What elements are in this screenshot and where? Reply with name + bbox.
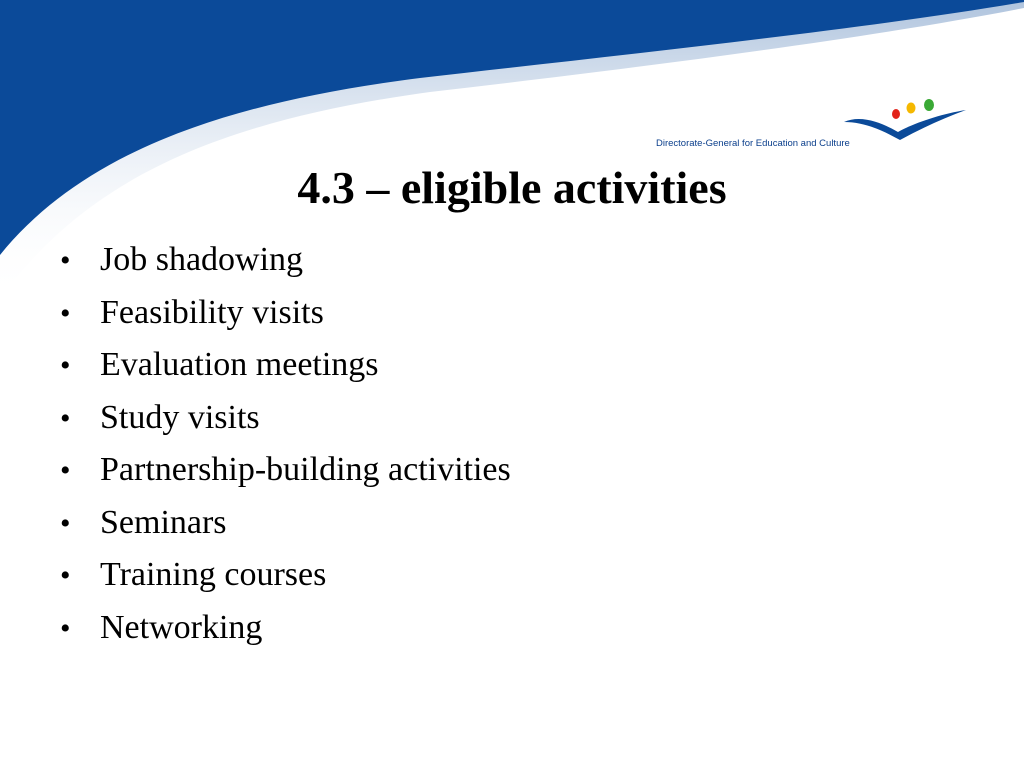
- list-item: [60, 399, 511, 452]
- bullet-text: Feasibility visits: [100, 293, 324, 331]
- bullet-text: Study visits: [100, 398, 260, 436]
- bullet-text: Training courses: [100, 556, 327, 593]
- bullet-text: Job shadowing: [100, 241, 304, 278]
- list-item: [60, 241, 511, 294]
- list-item: [60, 346, 511, 399]
- list-item: [60, 294, 511, 347]
- bullet-icon: •: [60, 559, 71, 592]
- list-item: [60, 556, 511, 609]
- list-item: [60, 504, 511, 557]
- bullet-text: Partnership-building activities: [100, 451, 511, 488]
- logo-emblem-icon: [840, 96, 970, 146]
- bullet-text: Seminars: [100, 503, 227, 541]
- dg-education-culture-logo: [640, 96, 980, 156]
- bullet-list: [60, 241, 511, 661]
- list-item: [60, 451, 511, 504]
- slide-title: 4.3 – eligible activities: [297, 162, 727, 213]
- bullet-icon: •: [60, 611, 71, 645]
- bullet-icon: •: [60, 454, 71, 487]
- bullet-icon: •: [60, 401, 71, 435]
- bullet-icon: •: [60, 296, 71, 330]
- bullet-text: Evaluation meetings: [100, 346, 379, 383]
- bullet-icon: •: [60, 244, 71, 277]
- bullet-text: Networking: [100, 608, 263, 646]
- logo-text: Directorate-General for Education and Culture: [656, 138, 850, 149]
- bullet-icon: •: [60, 506, 71, 540]
- list-item: [60, 609, 511, 662]
- bullet-icon: •: [60, 349, 71, 382]
